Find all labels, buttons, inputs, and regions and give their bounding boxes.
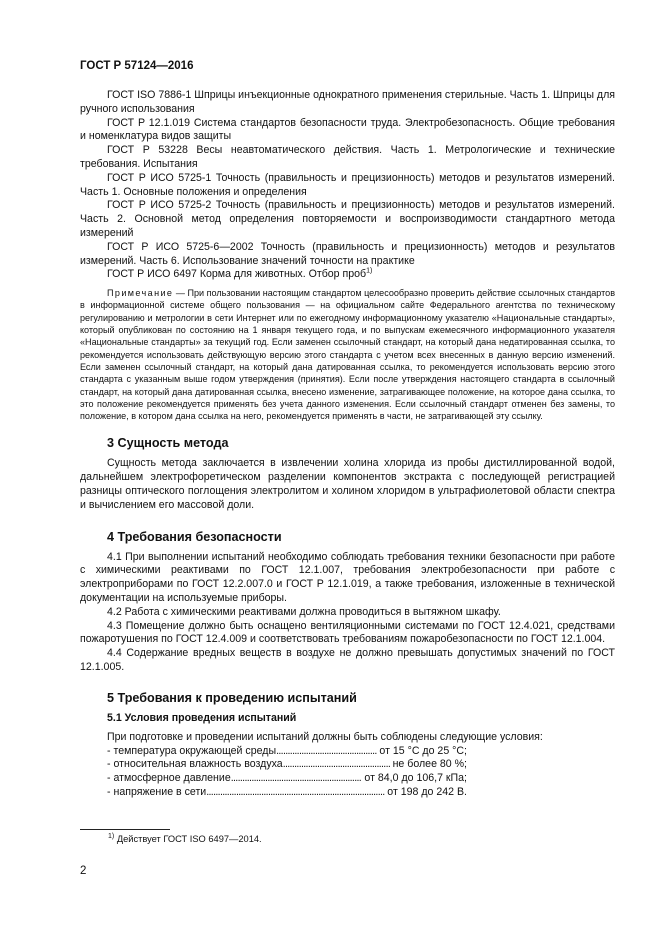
conditions-intro: При подготовке и проведении испытаний должны быть соблюдены следующие условия:	[107, 730, 543, 743]
document-header: ГОСТ Р 57124—2016	[80, 60, 194, 72]
condition-value: не более 80 %;	[392, 758, 467, 771]
reference-item: ГОСТ Р ИСО 5725-2 Точность (правильность и прецизионность) методов и результатов измерений. Часть 2. Основной метод определения повторяемости и воспроизводимости стандартного метода измерений	[80, 199, 615, 239]
condition-value: от 198 до 242 В.	[387, 785, 467, 798]
condition-row	[80, 786, 467, 800]
condition-label: - атмосферное давление	[107, 772, 231, 785]
reference-item: ГОСТ Р ИСО 5725-1 Точность (правильность и прецизионность) методов и результатов измерений. Часть 1. Основные положения и определения	[80, 171, 615, 198]
condition-row	[80, 772, 467, 786]
condition-row	[80, 758, 467, 772]
footnote-mark: 1)	[108, 832, 115, 840]
subsection-5-1-title: 5.1 Условия проведения испытаний	[107, 711, 297, 724]
section-4-paragraph: 4.2 Работа с химическими реактивами должна проводиться в вытяжном шкафу.	[107, 605, 501, 618]
leader-dots	[231, 772, 363, 786]
reference-item: ГОСТ Р 12.1.019 Система стандартов безопасности труда. Электробезопасность. Общие требования и номенклатура видов защиты	[80, 116, 615, 143]
note-label: Примечание	[107, 288, 174, 299]
leader-dots	[283, 758, 391, 772]
leader-dots	[206, 786, 385, 800]
section-4-title: 4 Требования безопасности	[107, 529, 282, 544]
section-4-paragraph: 4.3 Помещение должно быть оснащено вентиляционными системами по ГОСТ 12.4.021, средствами пожаротушения по ГОСТ 12.4.009 и соответствовать требованиям пожаробезопасности по ГОСТ 12.1.004.	[80, 619, 615, 646]
section-4-paragraph: 4.1 При выполнении испытаний необходимо соблюдать требования техники безопасности при работе с химическими реактивами по ГОСТ 12.1.007, требования электробезопасности при работе с электроприборами по ГОСТ 12.2.007.0 и ГОСТ Р 12.1.019, а также требования, изложенные в технической документации на используемые приборы.	[80, 550, 615, 604]
footnote-reference: 1)	[366, 267, 373, 275]
reference-item: ГОСТ Р ИСО 5725-6—2002 Точность (правильность и прецизионность) методов и результатов измерений. Часть 6. Использование значений точности на практике	[80, 240, 615, 267]
condition-value: от 84,0 до 106,7 кПа;	[364, 772, 467, 785]
reference-item: ГОСТ Р 53228 Весы неавтоматического действия. Часть 1. Метрологические и технические требования. Испытания	[80, 144, 615, 170]
footnote	[108, 834, 262, 844]
condition-row	[80, 745, 467, 759]
reference-item	[80, 268, 615, 282]
condition-label: - температура окружающей среды	[107, 744, 277, 757]
condition-label: - относительная влажность воздуха	[107, 758, 283, 771]
page-number: 2	[80, 865, 87, 877]
normative-references	[80, 89, 615, 282]
note-text: — При пользовании настоящим стандартом целесообразно проверить действие ссылочных стандартов в информационной системе общего пользования — на официальном сайте Федерального агентства по техническому регулированию и метрологии в сети Интернет или по ежегодному информационному указателю «Национальные стандарты», который опубликован по состоянию на 1 января текущего года, и по выпускам ежемесячного информационного указателя «Национальные стандарты» за текущий год. Если заменен ссылочный стандарт, на который дана недатированная ссылка, то рекомендуется использовать действующую версию этого стандарта с учетом всех внесенных в данную версию изменений. Если заменен ссылочный стандарт, на который дана датированная ссылка, то рекомендуется использовать версию этого стандарта с указанным выше годом утверждения (принятия). Если после утверждения настоящего стандарта в ссылочный стандарт, на который дана датированная ссылка, внесено изменение, затрагивающее положение, на которое дана ссылка, то это положение рекомендуется применять без учета данного изменения. Если ссылочный стандарт отменен без замены, то положение, в котором дана ссылка на него, рекомендуется применять в части, не затрагивающей эту ссылку.	[80, 288, 615, 422]
condition-value: от 15 °С до 25 °С;	[379, 744, 467, 757]
section-5-title: 5 Требования к проведению испытаний	[107, 690, 357, 705]
leader-dots	[276, 745, 377, 759]
reference-text: ГОСТ Р ИСО 6497 Корма для животных. Отбор проб	[107, 268, 367, 281]
footnote-text: Действует ГОСТ ISO 6497—2014.	[114, 834, 262, 844]
section-4-paragraph: 4.4 Содержание вредных веществ в воздухе не должно превышать допустимых значений по ГОСТ 12.1.005.	[80, 647, 615, 673]
reference-item: ГОСТ ISO 7886-1 Шприцы инъекционные однократного применения стерильные. Часть 1. Шприцы для ручного использования	[80, 89, 615, 115]
footnote-separator	[80, 829, 170, 830]
note-block	[80, 287, 615, 422]
page-content	[80, 89, 615, 800]
section-3-title: 3 Сущность метода	[107, 436, 229, 451]
condition-label: - напряжение в сети	[107, 785, 207, 798]
section-3-paragraph: Сущность метода заключается в извлечении холина хлорида из пробы дистиллированной водой, дальнейшем электрофоретическом разделении компонентов экстракта с последующей регистрацией разницы оптического поглощения электролитом и холином хлоридом в ультрафиолетовой области спектра и вычислением его массовой доли.	[80, 457, 615, 511]
